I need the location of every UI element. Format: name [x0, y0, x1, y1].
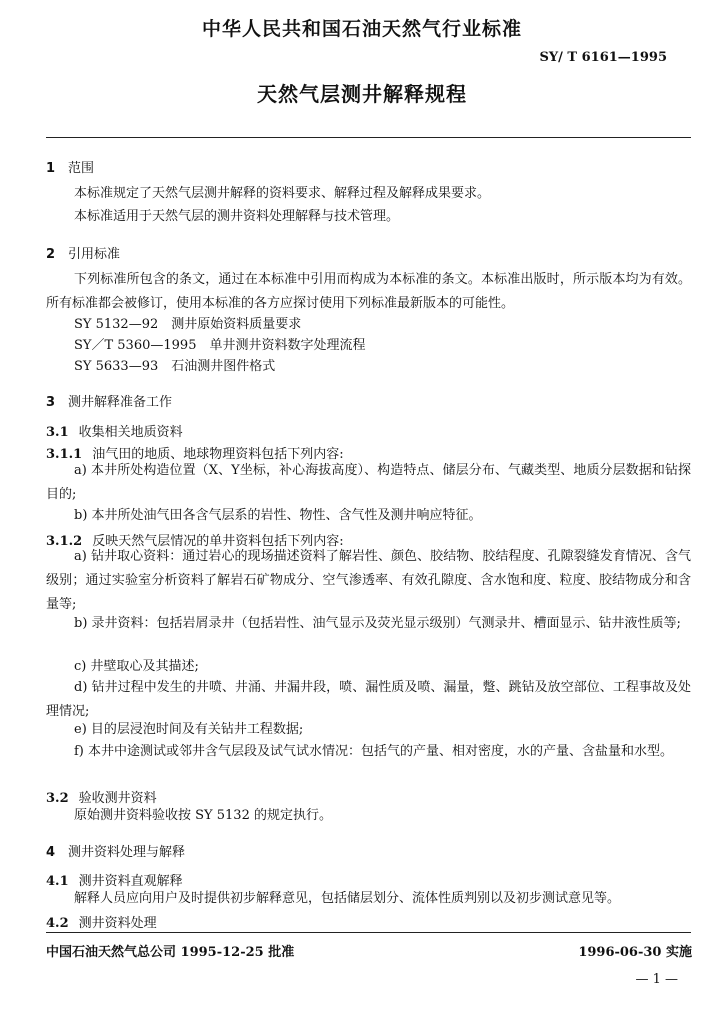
section-number: 4	[46, 845, 56, 860]
approval-line: 中国石油天然气总公司 1995-12-25 批准	[46, 945, 295, 960]
paragraph: 本标准适用于天然气层的测井资料处理解释与技术管理。	[74, 209, 400, 224]
subsection-3-1-heading	[46, 421, 183, 440]
section-title: 引用标准	[68, 247, 121, 262]
subsection-4-2-heading	[46, 912, 157, 931]
list-item: f) 本井中途测试或邻井含气层段及试气试水情况：包括气的产量、相对密度，水的产量、含盐量和水型。	[74, 744, 674, 759]
section-4-heading	[46, 841, 185, 860]
reference-item: SY 5132—92 测井原始资料质量要求	[74, 317, 302, 332]
paragraph: 原始测井资料验收按 SY 5132 的规定执行。	[74, 808, 332, 823]
header-divider	[46, 137, 691, 138]
section-number: 1	[46, 161, 56, 176]
reference-item: SY 5633—93 石油测井图件格式	[74, 359, 276, 374]
subsection-number: 3.2	[46, 791, 69, 806]
footer-divider	[46, 932, 691, 933]
subsection-title: 测井资料处理	[78, 916, 157, 931]
list-item: d) 钻井过程中发生的井喷、井涌、井漏井段，喷、漏性质及喷、漏量，蹩、跳钻及放空部位、工程事故及处理情况;	[46, 680, 691, 719]
section-title: 测井资料处理与解释	[68, 845, 186, 860]
standard-number: SY/ T 6161—1995	[539, 50, 667, 65]
paragraph: 本标准规定了天然气层测井解释的资料要求、解释过程及解释成果要求。	[74, 186, 491, 201]
list-item: a) 本井所处构造位置（X、Y坐标，补心海拔高度）、构造特点、储层分布、气藏类型、地质分层数据和钻探目的;	[46, 463, 691, 502]
list-item: b) 本井所处油气田各含气层系的岩性、物性、含气性及测井响应特征。	[74, 508, 482, 523]
list-item: e) 目的层浸泡时间及有关钻井工程数据;	[74, 722, 304, 737]
reference-item: SY／T 5360—1995 单井测井资料数字处理流程	[74, 338, 366, 353]
section-number: 2	[46, 247, 56, 262]
subsection-4-1-heading	[46, 870, 183, 889]
section-title: 测井解释准备工作	[68, 395, 173, 410]
section-title: 范围	[68, 161, 95, 176]
paragraph: 下列标准所包含的条文，通过在本标准中引用而构成为本标准的条文。本标准出版时，所示版本均为有效。所有标准都会被修订，使用本标准的各方应探讨使用下列标准最新版本的可能性。	[46, 272, 691, 311]
list-item: c) 井壁取心及其描述;	[74, 659, 199, 674]
paragraph: 解释人员应向用户及时提供初步解释意见，包括储层划分、流体性质判别以及初步测试意见等。	[74, 891, 621, 906]
subsection-title: 油气田的地质、地球物理资料包括下列内容:	[92, 447, 344, 462]
subsection-number: 3.1.1	[46, 447, 83, 462]
list-item: a) 钻井取心资料：通过岩心的现场描述资料了解岩性、颜色、胶结物、胶结程度、孔隙裂缝发育情况、含气级别；通过实验室分析资料了解岩石矿物成分、空气渗透率、有效孔隙度、含水饱和度、粒度、胶结物成分和含量等;	[46, 549, 691, 612]
section-number: 3	[46, 395, 56, 410]
standard-category: 中华人民共和国石油天然气行业标准	[201, 18, 522, 40]
section-3-heading	[46, 391, 172, 410]
section-1-heading	[46, 157, 94, 176]
subsection-title: 反映天然气层情况的单井资料包括下列内容:	[92, 534, 344, 549]
document-title: 天然气层测井解释规程	[257, 82, 467, 106]
subsection-number: 4.2	[46, 916, 69, 931]
page-number: — 1 —	[635, 972, 678, 987]
section-2-heading	[46, 243, 120, 262]
subsection-number: 4.1	[46, 874, 69, 889]
list-item: b) 录井资料：包括岩屑录井（包括岩性、油气显示及荧光显示级别）气测录井、槽面显示、钻井液性质等;	[74, 616, 681, 631]
subsection-title: 收集相关地质资料	[78, 425, 183, 440]
subsection-number: 3.1	[46, 425, 69, 440]
subsection-3-2-heading	[46, 787, 157, 806]
subsection-title: 测井资料直观解释	[78, 874, 183, 889]
subsection-number: 3.1.2	[46, 534, 83, 549]
subsection-title: 验收测井资料	[78, 791, 157, 806]
effective-date: 1996-06-30 实施	[578, 945, 692, 960]
